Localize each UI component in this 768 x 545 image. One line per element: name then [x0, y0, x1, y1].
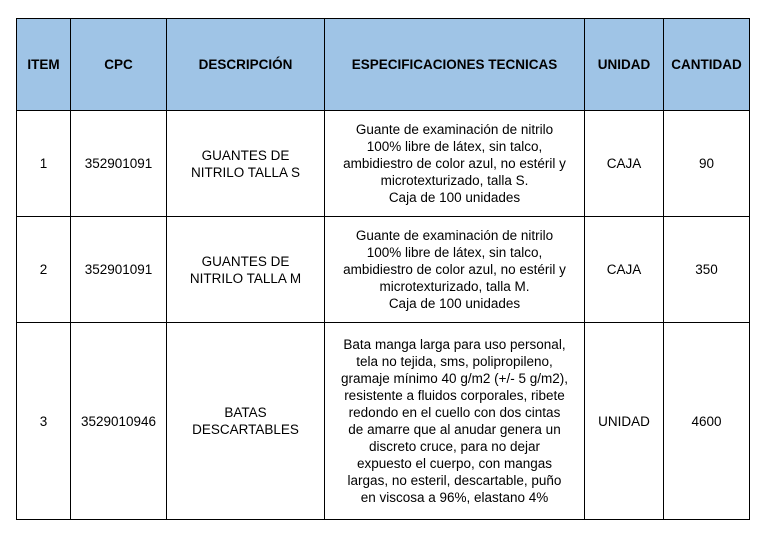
spec-line: Guante de examinación de nitrilo: [355, 228, 554, 243]
spec-line: resistente a fluidos corporales, ribete: [344, 388, 565, 403]
descripcion-line: GUANTES DE: [201, 253, 290, 269]
header-item: ITEM: [17, 19, 71, 111]
spec-line: redondo en el cuello con dos cintas: [348, 405, 561, 420]
cell-item: 2: [17, 217, 71, 323]
header-especificaciones: ESPECIFICACIONES TECNICAS: [325, 19, 585, 111]
cell-especificaciones: [325, 111, 585, 217]
descripcion-line: DESCARTABLES: [192, 422, 299, 437]
spec-line: Caja de 100 unidades: [388, 190, 521, 205]
header-unidad: UNIDAD: [585, 19, 664, 111]
descripcion-line: NITRILO TALLA S: [190, 164, 301, 180]
spec-line: tela no tejida, sms, polipropileno,: [356, 354, 553, 369]
spec-line: de amarre que al anudar genera un: [348, 422, 561, 437]
spec-line: gramaje mínimo 40 g/m2 (+/- 5 g/m2),: [341, 371, 568, 386]
descripcion-line: GUANTES DE: [201, 147, 290, 163]
spec-line: ambidiestro de color azul, no estéril y: [343, 262, 566, 277]
cell-descripcion: [167, 323, 325, 520]
spec-line: 100% libre de látex, sin talco,: [366, 139, 543, 154]
spec-line: 100% libre de látex, sin talco,: [366, 245, 543, 260]
spec-line: Guante de examinación de nitrilo: [355, 122, 554, 137]
cell-cantidad: 90: [664, 111, 750, 217]
spec-line: expuesto el cuerpo, con mangas: [356, 456, 553, 471]
table-row: [17, 217, 750, 323]
descripcion-line: BATAS: [224, 405, 267, 420]
cell-especificaciones: [325, 323, 585, 520]
cell-item: 3: [17, 323, 71, 520]
cell-unidad: UNIDAD: [585, 323, 664, 520]
header-row: [17, 19, 750, 111]
spec-line: ambidiestro de color azul, no estéril y: [343, 156, 566, 171]
cell-descripcion: [167, 111, 325, 217]
header-cantidad: CANTIDAD: [664, 19, 750, 111]
spec-line: Caja de 100 unidades: [388, 296, 521, 311]
cell-cpc: 3529010946: [71, 323, 167, 520]
spec-line: largas, no esteril, descartable, puño: [347, 473, 562, 488]
cell-especificaciones: [325, 217, 585, 323]
spec-line: Bata manga larga para uso personal,: [343, 337, 566, 352]
header-cpc: CPC: [71, 19, 167, 111]
spec-line: microtexturizado, talla M.: [379, 279, 530, 294]
specifications-table: [16, 18, 750, 520]
cell-cantidad: 4600: [664, 323, 750, 520]
table-row: [17, 111, 750, 217]
header-descripcion: DESCRIPCIÓN: [167, 19, 325, 111]
cell-cpc: 352901091: [71, 111, 167, 217]
cell-unidad: CAJA: [585, 111, 664, 217]
descripcion-line: NITRILO TALLA M: [189, 270, 302, 286]
cell-item: 1: [17, 111, 71, 217]
spec-line: en viscosa a 96%, elastano 4%: [360, 490, 549, 505]
cell-cantidad: 350: [664, 217, 750, 323]
spec-line: discreto cruce, para no dejar: [368, 439, 541, 454]
table-row: [17, 323, 750, 520]
cell-cpc: 352901091: [71, 217, 167, 323]
cell-descripcion: [167, 217, 325, 323]
cell-unidad: CAJA: [585, 217, 664, 323]
spec-line: microtexturizado, talla S.: [380, 173, 529, 188]
